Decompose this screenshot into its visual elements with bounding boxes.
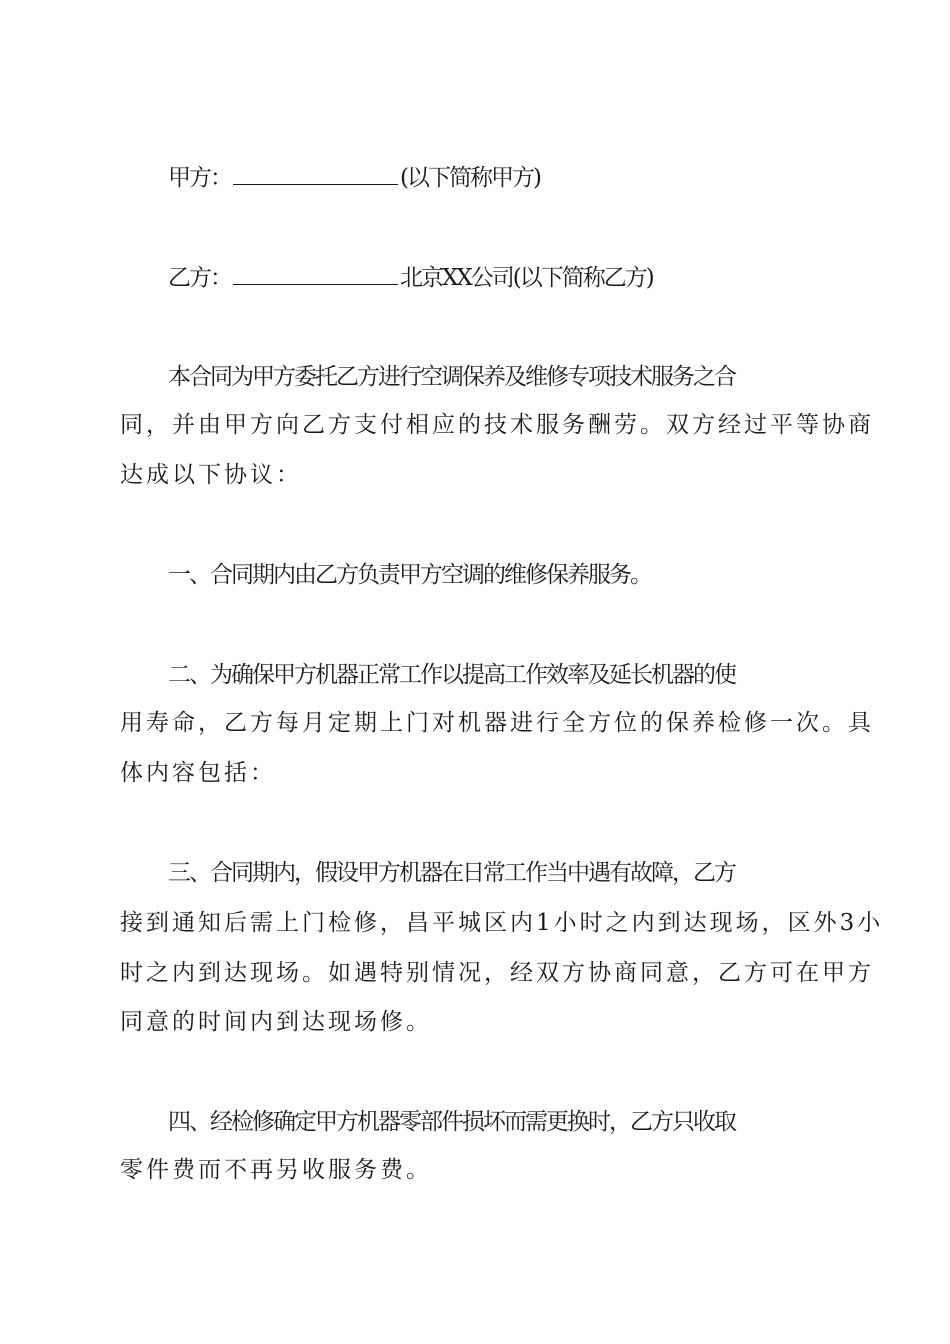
clause-3-line-1: 三、合同期内，假设甲方机器在日常工作当中遇有故障，乙方 bbox=[168, 860, 735, 886]
party-b-suffix: 北京XX公司(以下简称乙方) bbox=[400, 265, 653, 291]
party-b-line bbox=[168, 262, 880, 293]
party-a-suffix: (以下简称甲方) bbox=[400, 165, 540, 191]
intro-line-3: 达成以下协议： bbox=[120, 462, 302, 488]
party-a-label: 甲方： bbox=[168, 165, 231, 191]
clause-1-line-1: 一、合同期内由乙方负责甲方空调的维修保养服务。 bbox=[168, 562, 651, 588]
clause-2-line-3: 体内容包括： bbox=[120, 760, 276, 786]
party-b-blank bbox=[233, 262, 398, 285]
clause-3-line-4: 同意的时间内到达现场修。 bbox=[120, 1009, 432, 1035]
clause-4-line-2: 零件费而不再另收服务费。 bbox=[120, 1157, 432, 1183]
party-a-blank bbox=[233, 162, 398, 185]
clause-2-line-1: 二、为确保甲方机器正常工作以提高工作效率及延长机器的使 bbox=[168, 662, 735, 688]
clause-4-line-1: 四、经检修确定甲方机器零部件损坏而需更换时，乙方只收取 bbox=[168, 1109, 735, 1135]
clause-3-line-2: 接到通知后需上门检修，昌平城区内1小时之内到达现场，区外3小 bbox=[120, 910, 884, 936]
party-a-line bbox=[168, 162, 880, 193]
intro-line-1: 本合同为甲方委托乙方进行空调保养及维修专项技术服务之合 bbox=[168, 364, 735, 390]
party-b-label: 乙方： bbox=[168, 265, 231, 291]
intro-line-2: 同，并由甲方向乙方支付相应的技术服务酬劳。双方经过平等协商 bbox=[120, 412, 874, 438]
clause-2-line-2: 用寿命，乙方每月定期上门对机器进行全方位的保养检修一次。具 bbox=[120, 710, 874, 736]
clause-3-line-3: 时之内到达现场。如遇特别情况，经双方协商同意，乙方可在甲方 bbox=[120, 960, 874, 986]
